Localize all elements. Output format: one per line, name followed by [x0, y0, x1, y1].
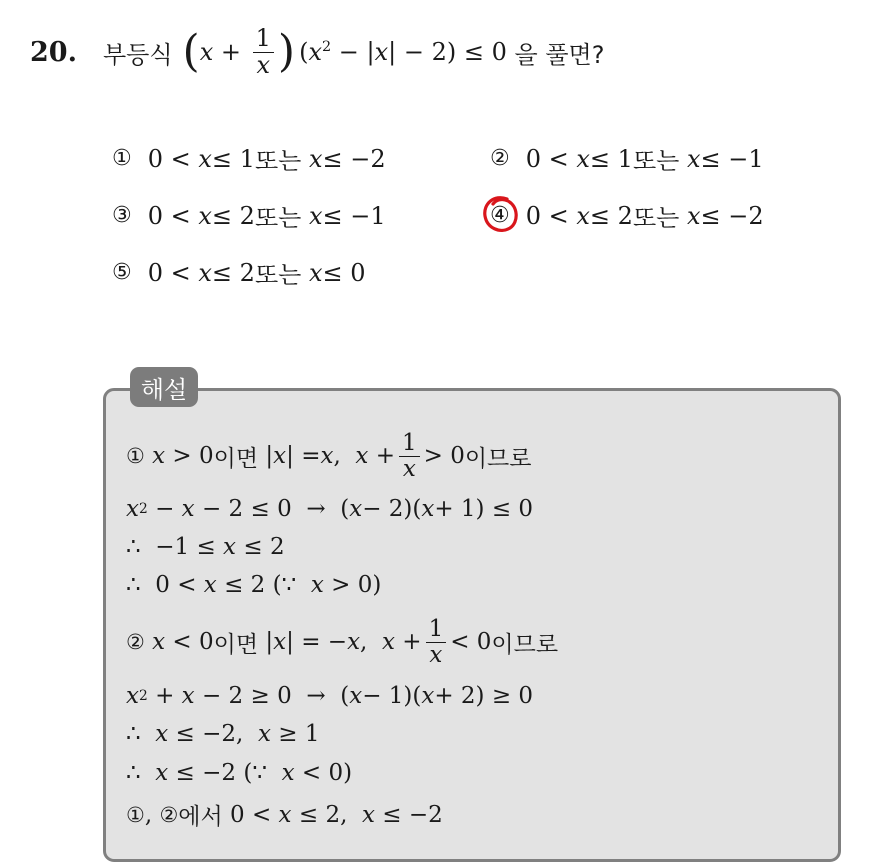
- problem-expression: 부등식 ( x + $\frac{1}{x}$ ) $(x^2 - |x| - 2) \le 0$ 을 풀면?: [102, 24, 605, 79]
- choice-2[interactable]: ② 0 < x ≤ 1 또는 x ≤ −1: [490, 144, 764, 175]
- solution-line-7: ∴ x ≤ −2, x ≥ 1: [126, 721, 320, 747]
- fraction-1-over-x: $\frac{1}{x}$: [426, 617, 447, 666]
- solution-line-1: ① x > 0 이면 | x | = x , x + $\frac{1}{x}$ > 0 이므로: [126, 430, 532, 482]
- solution-tab-label: 해설: [130, 367, 198, 407]
- solution-line-9: ① , ② 에서 0 < x ≤ 2, x ≤ −2: [126, 801, 443, 830]
- choice-1[interactable]: ① 0 < x ≤ 1 또는 x ≤ −2: [112, 144, 386, 175]
- choice-3[interactable]: ③ 0 < x ≤ 2 또는 x ≤ −1: [112, 201, 386, 232]
- choice-5[interactable]: ⑤ 0 < x ≤ 2 또는 x ≤ 0: [112, 258, 366, 289]
- answer-circle-mark: [480, 194, 520, 236]
- solution-line-8: ∴ x ≤ −2 (∵ x < 0): [126, 760, 353, 786]
- choice-number: ②: [490, 146, 510, 171]
- choice-4[interactable]: ④ 0 < x ≤ 2 또는 x ≤ −2: [490, 198, 764, 233]
- solution-line-6: x 2 + x − 2 ≥ 0 → ( x − 1)( x + 2) ≥ 0: [126, 683, 534, 709]
- fraction-1-over-x: $\frac{1}{x}$: [399, 431, 420, 480]
- solution-line-3: ∴ −1 ≤ x ≤ 2: [126, 534, 285, 560]
- solution-line-5: ② x < 0 이면 | x | = − x , x + $\frac{1}{x}$ < 0 이므로: [126, 616, 559, 668]
- problem-statement: [30, 22, 604, 82]
- problem-number: 20.: [30, 36, 77, 68]
- choice-number: ⑤: [112, 260, 132, 285]
- choice-number: ①: [112, 146, 132, 171]
- fraction-1-over-x: $\frac{1}{x}$: [253, 26, 274, 77]
- choice-number: ④: [490, 203, 510, 228]
- problem-suffix: 을 풀면?: [514, 40, 605, 69]
- problem-prompt: 부등식: [102, 40, 173, 69]
- solution-line-4: ∴ 0 < x ≤ 2 (∵ x > 0): [126, 572, 382, 598]
- choice-number: ③: [112, 203, 132, 228]
- solution-line-2: x 2 − x − 2 ≤ 0 → ( x − 2)( x + 1) ≤ 0: [126, 496, 534, 522]
